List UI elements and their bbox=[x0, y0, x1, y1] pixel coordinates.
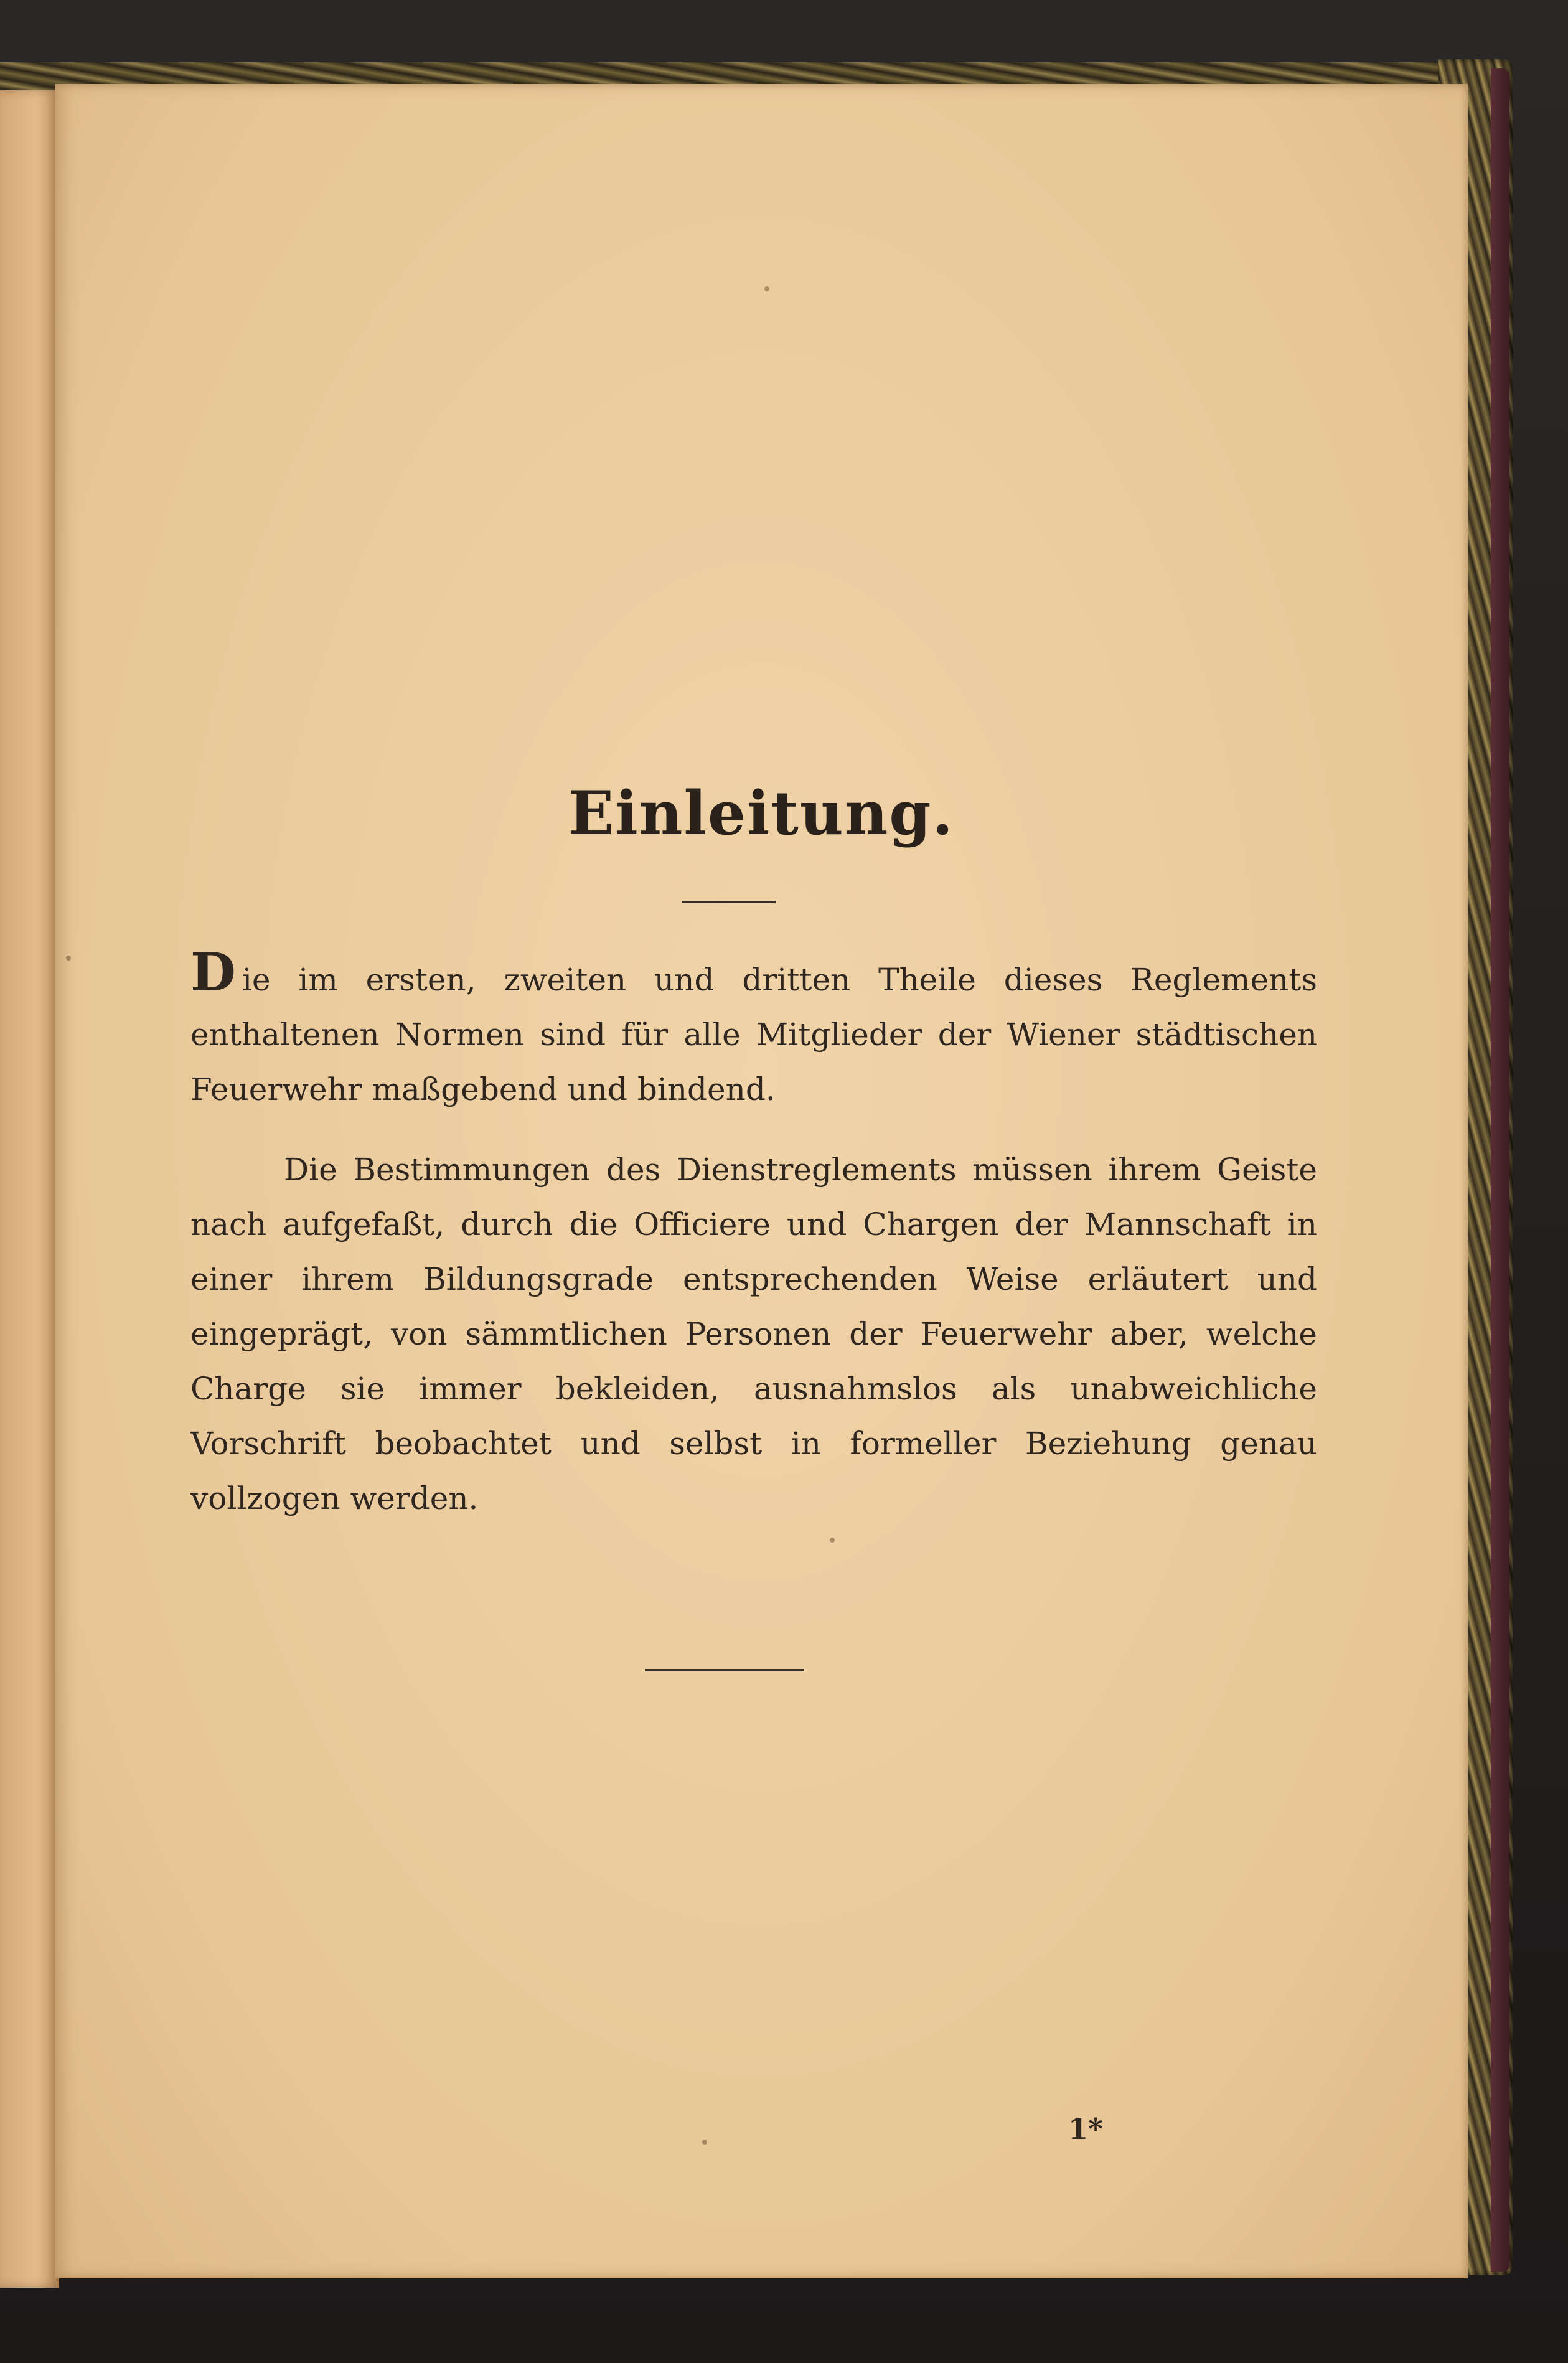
paragraph-1 bbox=[190, 941, 1317, 1117]
paper-speck bbox=[830, 1538, 835, 1543]
page-content bbox=[55, 84, 1468, 2278]
drop-initial: D bbox=[190, 941, 236, 1003]
paragraph-2: Die Bestimmungen des Dienstreglements müssen ihrem Geiste nach aufgefaßt, durch die Officiere und Chargen der Mannschaft in einer ihrem Bildungsgrade entsprechenden Weise erläutert und eingeprägt, von sämmtlichen Personen der Feuerwehr aber, welche Charge sie immer bekleiden, ausnahmslos als unabweichliche Vorschrift beobachtet und selbst in formeller Beziehung genau vollzogen werden. bbox=[190, 1152, 1317, 1516]
book-page bbox=[55, 84, 1468, 2278]
paper-speck bbox=[764, 286, 769, 291]
end-divider bbox=[645, 1669, 804, 1671]
paper-speck bbox=[702, 2140, 707, 2145]
paragraph-1-text: ie im ersten, zweiten und dritten Theile dieses Reglements enthaltenen Normen sind für alle Mitglieder der Wiener städtischen Feuerwehr maßgebend und bindend. bbox=[190, 962, 1317, 1107]
title-divider bbox=[682, 901, 776, 903]
left-page-edge bbox=[0, 90, 59, 2288]
book-cover-spine-edge bbox=[1491, 68, 1509, 2272]
paper-speck bbox=[66, 956, 71, 961]
page-number: 1* bbox=[1068, 2112, 1104, 2146]
chapter-title: Einleitung. bbox=[568, 778, 954, 848]
